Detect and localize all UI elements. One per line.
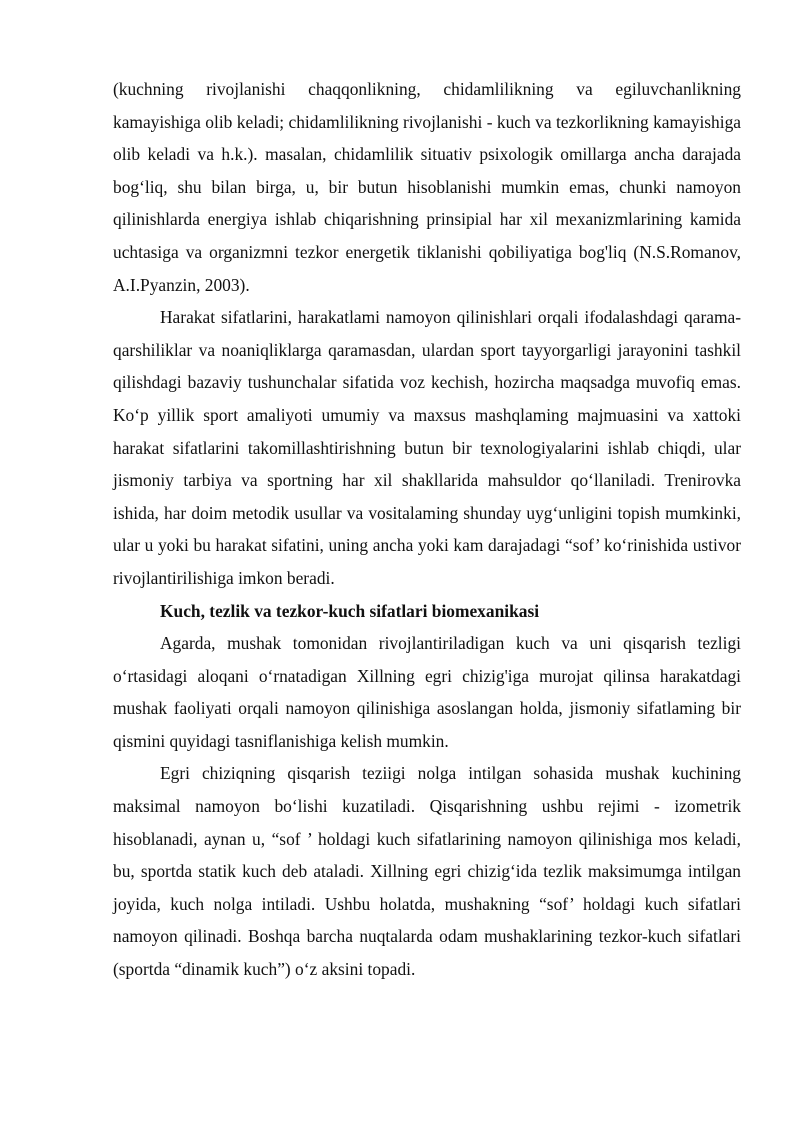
- paragraph-xill-egri-chizigi: Agarda, mushak tomonidan rivojlantiriladigan kuch va uni qisqarish tezligi o‘rtasidagi aloqani o‘rnatadigan Xillning egri chizig'iga murojat qilinsa harakatdagi mushak faoliyati orqali namoyon qilinishiga asoslangan holda, jismoniy sifatlaming bir qismini quyidagi tasniflanishiga kelish mumkin.: [113, 633, 741, 751]
- paragraph-egri-chiziq: Egri chiziqning qisqarish teziigi nolga intilgan sohasida mushak kuchining maksimal namoyon bo‘lishi kuzatiladi. Qisqarishning ushbu rejimi - izometrik hisoblanadi, aynan u, “sof ’ holdagi kuch sifatlarining namoyon qilinishiga mos keladi, bu, sportda statik kuch deb ataladi. Xillning egri chizig‘ida tezlik maksimumga intilgan joyida, kuch nolga intiladi. Ushbu holatda, mushakning “sof’ holdagi kuch sifatlari namoyon qilinadi. Boshqa barcha nuqtalarda odam mushaklarining tezkor-kuch sifatlari (sportda “dinamik kuch”) o‘z aksini topadi.: [113, 763, 741, 980]
- section-heading: Kuch, tezlik va tezkor-kuch sifatlari biomexanikasi: [160, 600, 540, 621]
- document-body: [113, 73, 741, 986]
- paragraph-continuation: (kuchning rivojlanishi chaqqonlikning, chidamlilikning va egiluvchanlikning kamayishiga olib keladi; chidamlilikning rivojlanishi - kuch va tezkorlikning kamayishiga olib keladi va h.k.). masalan, chidamlilik situativ psixologik omillarga ancha darajada bog‘liq, shu bilan birga, u, bir butun hisoblanishi mumkin emas, chunki namoyon qilinishlarda energiya ishlab chiqarishning prinsipial har xil mexanizmlarining kamida uchtasiga va organizmni tezkor energetik tiklanishi qobiliyatiga bog'liq (N.S.Romanov, A.I.Pyanzin, 2003).: [113, 79, 741, 295]
- paragraph-harakat-sifatlari: Harakat sifatlarini, harakatlami namoyon qilinishlari orqali ifodalashdagi qarama-qarshiliklar va noaniqliklarga qaramasdan, ulardan sport tayyorgarligi jarayonini tashkil qilishdagi bazaviy tushunchalar sifatida voz kechish, hozircha maqsadga muvofiq emas. Ko‘p yillik sport amaliyoti umumiy va maxsus mashqlaming majmuasini va xattoki harakat sifatlarini takomillashtirishning butun bir texnologiyalarini ishlab chiqdi, ular jismoniy tarbiya va sportning har xil shakllarida mahsuldor qo‘llaniladi. Trenirovka ishida, har doim metodik usullar va vositalaming shunday uyg‘unligini topish mumkinki, ular u yoki bu harakat sifatini, uning ancha yoki kam darajadagi “sof’ ko‘rinishida ustivor rivojlantirilishiga imkon beradi.: [113, 307, 741, 588]
